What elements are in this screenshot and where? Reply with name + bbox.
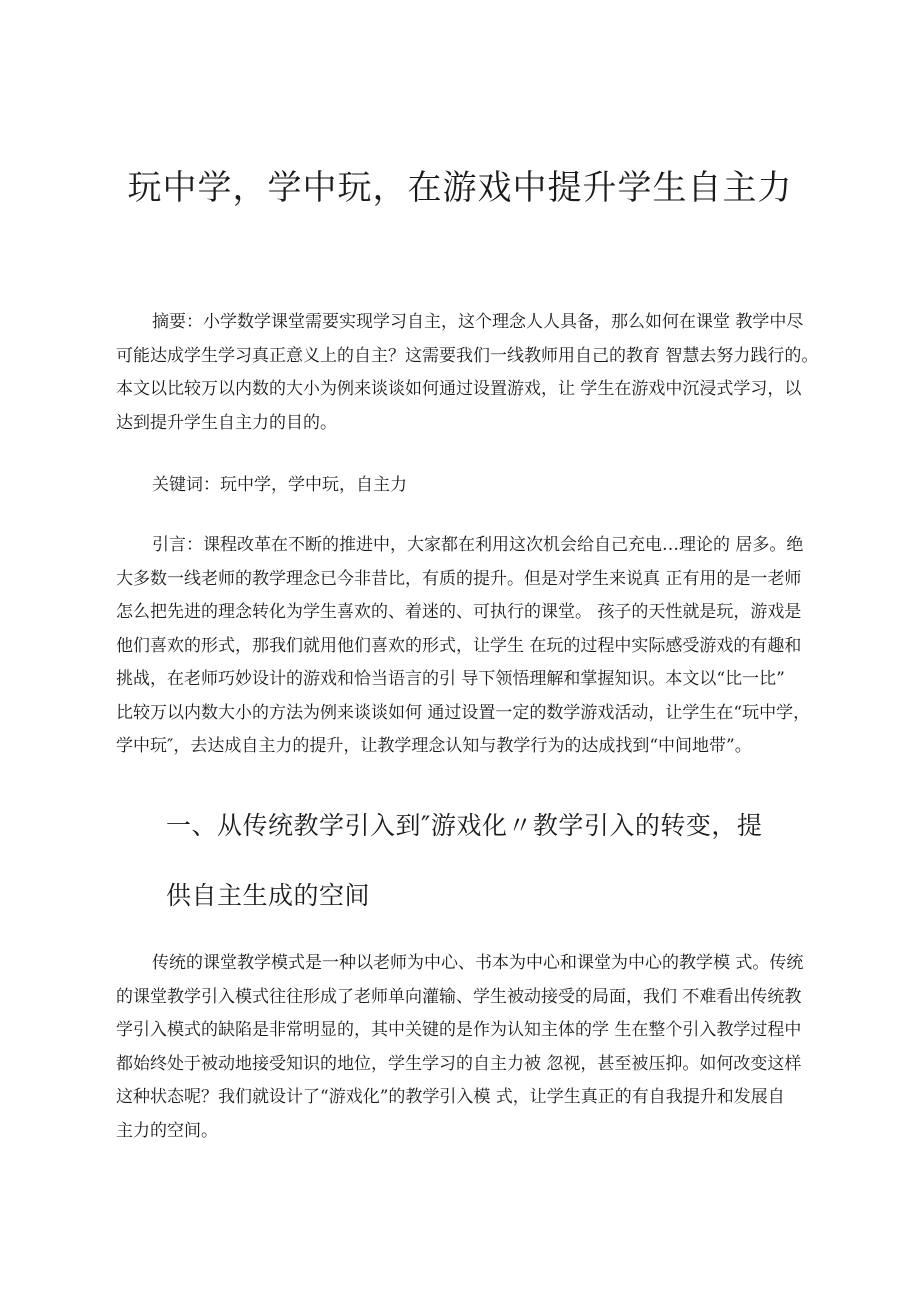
- document-title: 玩中学，学中玩，在游戏中提升学生自主力: [127, 168, 793, 208]
- introduction-line: 挑战，在老师巧妙设计的游戏和恰当语言的引 导下领悟理解和掌握知识。本文以“比一比”: [116, 669, 785, 689]
- introduction-line: 学中玩″，去达成自主力的提升，让教学理念认知与教学行为的达成找到“中间地带”。: [116, 736, 752, 756]
- abstract-line: 可能达成学生学习真正意义上的自主？这需要我们一线教师用自己的教育 智慧去努力践行的。: [116, 345, 819, 366]
- section-1-line: 的课堂教学引入模式往往形成了老师单向灌输、学生被动接受的局面，我们 不难看出传统教: [116, 986, 802, 1007]
- introduction-line: 怎么把先进的理念转化为学生喜欢的、着迷的、可执行的课堂。 孩子的天性就是玩，游戏是: [116, 602, 802, 622]
- introduction-line: 他们喜欢的形式，那我们就用他们喜欢的形式，让学生 在玩的过程中实际感受游戏的有趣和: [116, 635, 802, 656]
- section-1-line: 主力的空间。: [116, 1120, 218, 1141]
- introduction-line: 引言：课程改革在不断的推进中，大家都在利用这次机会给自己充电…理论的 居多。绝: [152, 535, 804, 555]
- introduction-line: 比较万以内数大小的方法为例来谈谈如何 通过设置一定的数学游戏活动，让学生在“玩中学，: [116, 702, 811, 723]
- introduction-line: 大多数一线老师的教学理念已今非昔比，有质的提升。但是对学生来说真 正有用的是一老师: [116, 568, 802, 589]
- section-heading: 一、从传统教学引入到″游戏化〃教学引入的转变，提: [166, 811, 763, 840]
- section-1-line: 这种状态呢？我们就设计了“游戏化”的教学引入模 式，让学生真正的有自我提升和发展自: [116, 1087, 785, 1107]
- section-1-paragraph: [116, 947, 821, 1148]
- keywords-line: 关键词：玩中学，学中玩，自主力: [152, 475, 407, 495]
- section-heading-continued: 供自主生成的空间: [166, 881, 371, 910]
- abstract-line: 达到提升学生自主力的目的。: [116, 412, 337, 433]
- introduction-paragraph: [116, 529, 821, 764]
- abstract-line: 本文以比较万以内数的大小为例来谈谈如何通过设置游戏，让 学生在游戏中沉浸式学习，以: [116, 379, 802, 399]
- section-1-line: 都始终处于被动地接受知识的地位，学生学习的自主力被 忽视，甚至被压抑。如何改变这样: [116, 1053, 802, 1074]
- keywords-paragraph: [116, 469, 821, 503]
- abstract-line: 摘要：小学数学课堂需要实现学习自主，这个理念人人具备，那么如何在课堂 教学中尽: [152, 312, 804, 332]
- section-1-line: 学引入模式的缺陷是非常明显的，其中关键的是作为认知主体的学 生在整个引入教学过程中: [116, 1020, 802, 1040]
- section-1-line: 传统的课堂教学模式是一种以老师为中心、书本为中心和课堂为中心的教学模 式。传统: [152, 953, 804, 973]
- abstract-paragraph: [116, 306, 821, 440]
